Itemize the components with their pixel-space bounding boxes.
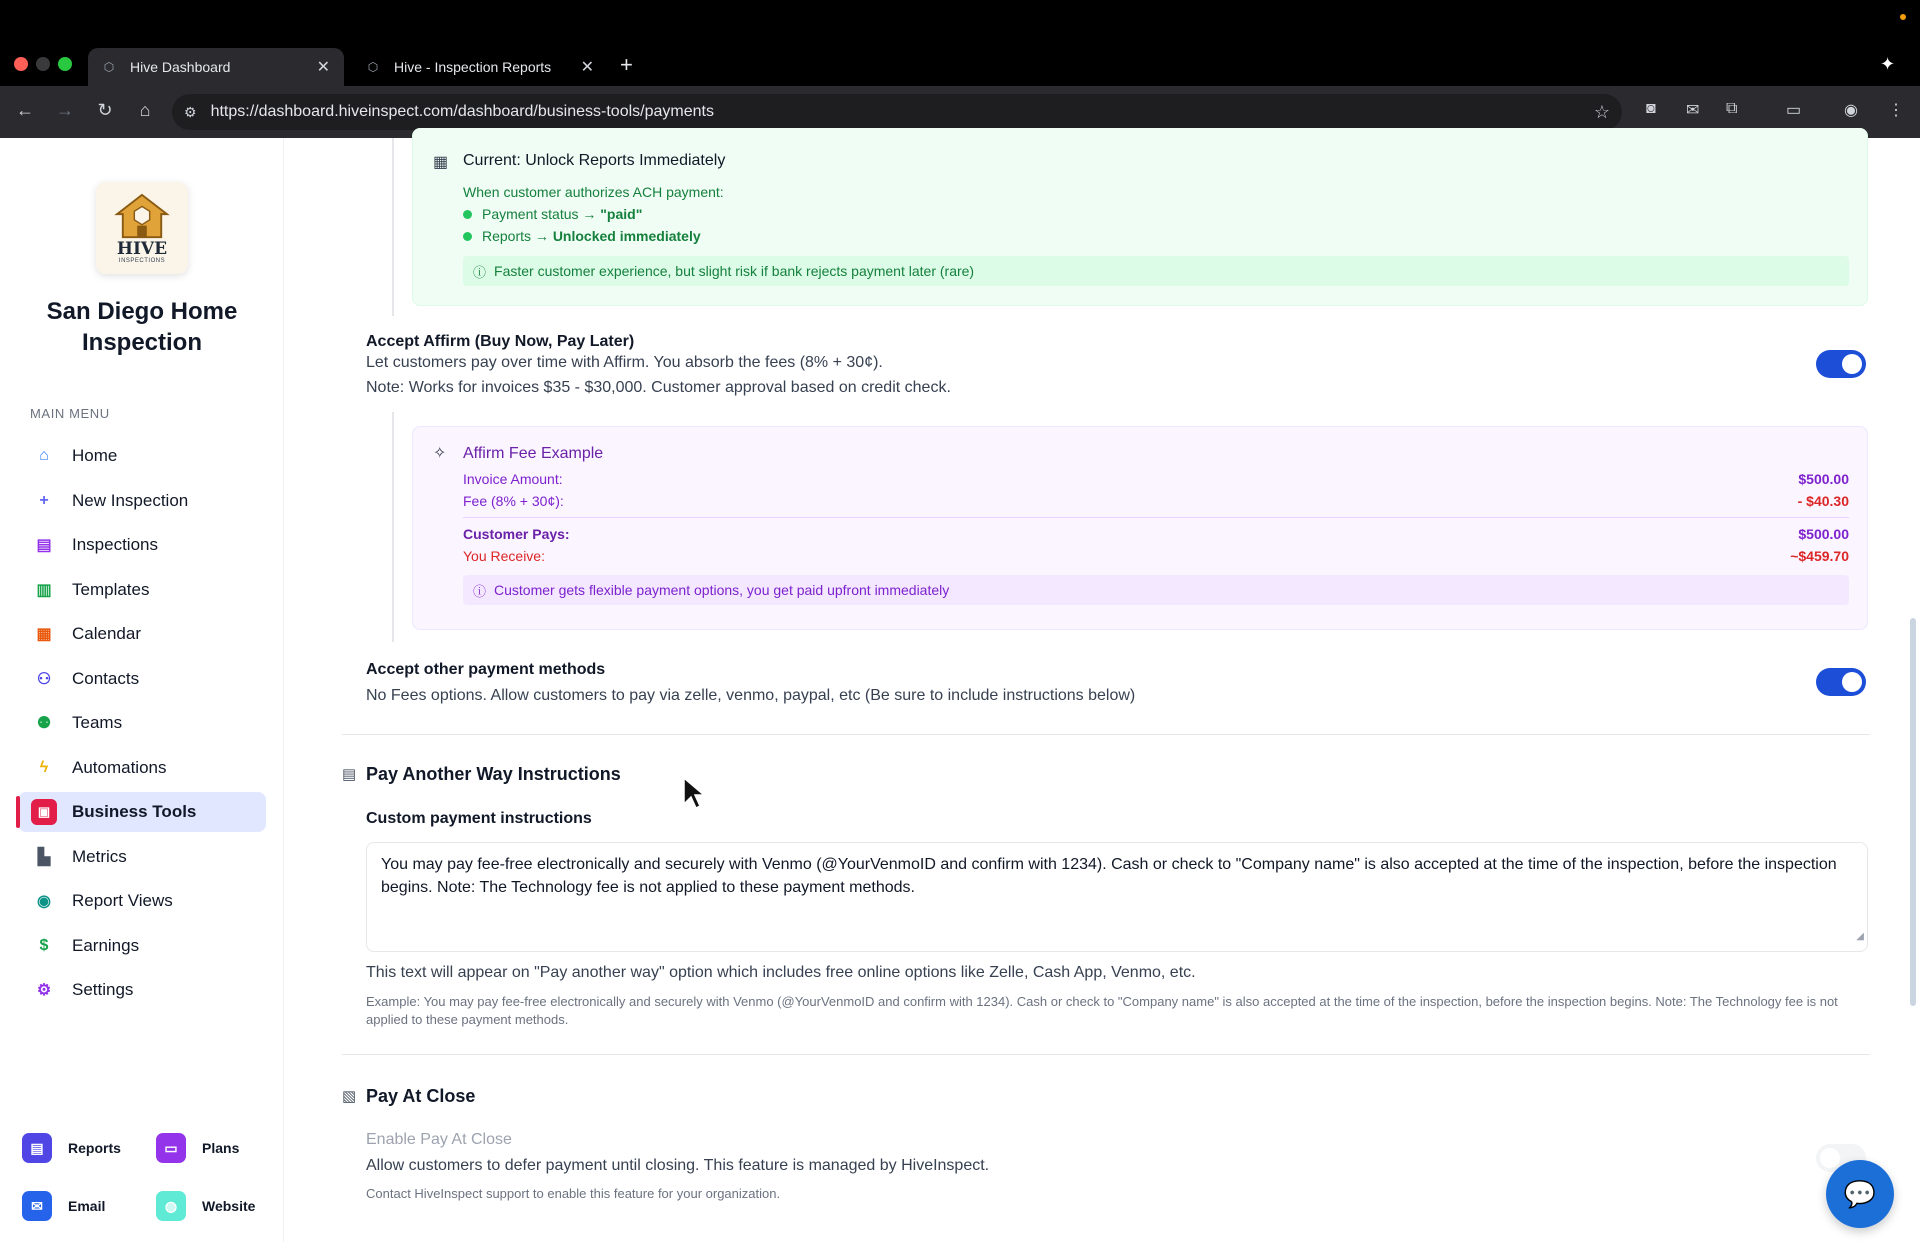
sidebar-item-label: New Inspection — [72, 490, 189, 510]
note-text: Faster customer experience, but slight risk if bank rejects payment later (rare) — [494, 263, 975, 279]
custom-instructions-label: Custom payment instructions — [366, 810, 592, 827]
sidebar-item-label: Templates — [72, 579, 150, 599]
note-text: Customer gets flexible payment options, you get paid upfront immediately — [494, 582, 950, 598]
affirm-example-title: Affirm Fee Example — [463, 445, 604, 462]
fee-label: Fee (8% + 30¢): — [463, 493, 564, 509]
quick-link-label: Reports — [68, 1140, 121, 1156]
document-icon: ▥ — [36, 581, 52, 599]
resize-handle-icon[interactable]: ◢ — [1856, 931, 1864, 942]
sidebar — [0, 138, 284, 1242]
quick-link-plans[interactable] — [156, 1132, 276, 1164]
sidebar-item-teams[interactable] — [18, 703, 266, 743]
sidebar-item-calendar[interactable] — [18, 614, 266, 654]
home-browser-icon[interactable]: ⌂ — [139, 100, 151, 120]
report-icon: ▤ — [22, 1133, 52, 1163]
bullet-prefix: Payment status → — [482, 206, 597, 222]
ach-card-intro: When customer authorizes ACH payment: — [463, 184, 724, 200]
globe-icon: ◍ — [156, 1191, 186, 1221]
notification-dot — [1900, 14, 1906, 20]
section-divider — [342, 1054, 1870, 1055]
extensions-icon[interactable]: ⧉ — [1726, 100, 1738, 117]
bookmark-star-icon[interactable]: ☆ — [1593, 102, 1610, 122]
sidebar-item-label: Earnings — [72, 935, 140, 955]
sidebar-item-new-inspection[interactable] — [18, 481, 266, 521]
back-icon[interactable]: ← — [16, 100, 34, 120]
gear-icon: ⚙ — [36, 982, 52, 999]
bullet-dot — [463, 210, 472, 219]
toggle-knob — [1820, 1148, 1840, 1168]
sidebar-item-label: Metrics — [72, 846, 127, 866]
tab-favicon-icon: ⬡ — [103, 60, 115, 74]
sidebar-item-metrics[interactable] — [18, 837, 266, 877]
site-settings-icon[interactable]: ⚙ — [184, 103, 197, 120]
ach-card-title: Current: Unlock Reports Immediately — [463, 152, 726, 169]
other-methods-toggle[interactable] — [1816, 668, 1866, 696]
tab-title: Hive Dashboard — [130, 59, 231, 75]
other-methods-title: Accept other payment methods — [366, 661, 606, 678]
mouse-cursor-icon — [682, 776, 706, 810]
tab-close-icon[interactable]: ✕ — [580, 59, 594, 76]
new-tab-icon[interactable]: + — [620, 52, 633, 77]
sidebar-item-label: Contacts — [72, 668, 140, 688]
quick-link-website[interactable] — [156, 1190, 276, 1222]
mail-extension-icon[interactable]: ✉ — [1686, 102, 1700, 119]
sidebar-item-label: Teams — [72, 713, 123, 732]
main-content — [284, 138, 1920, 1242]
pay-at-close-desc: Allow customers to defer payment until closing. This feature is managed by HiveInspect. — [366, 1157, 990, 1174]
side-panel-icon[interactable]: ▭ — [1786, 102, 1802, 119]
sidebar-item-label: Automations — [72, 757, 167, 777]
fee-divider — [463, 517, 1849, 518]
briefcase-icon: ▣ — [31, 799, 57, 825]
ach-bullet-reports — [463, 228, 701, 244]
calendar-icon: ▦ — [36, 626, 52, 643]
bullet-dot — [463, 232, 472, 241]
bullet-value: Unlocked immediately — [552, 228, 701, 244]
quick-link-reports[interactable] — [22, 1132, 142, 1164]
sidebar-item-inspections[interactable] — [18, 525, 266, 565]
mail-icon: ✉ — [22, 1191, 52, 1221]
users-icon: ⚇ — [36, 670, 52, 688]
section-divider — [342, 734, 1870, 735]
info-icon: ⓘ — [473, 264, 487, 280]
nested-indicator-line — [392, 138, 394, 316]
affirm-example-note — [463, 575, 1849, 605]
you-receive-value: ~$459.70 — [1790, 548, 1849, 564]
reload-icon[interactable]: ↻ — [97, 100, 113, 120]
tab-close-icon[interactable]: ✕ — [316, 59, 330, 76]
company-name: San Diego Home Inspection — [46, 298, 238, 356]
affirm-setting-desc-1: Let customers pay over time with Affirm. You absorb the fees (8% + 30¢). — [366, 354, 883, 371]
tab-favicon-icon: ⬡ — [367, 60, 379, 74]
logo-text: HIVE — [116, 238, 168, 259]
sparkle-icon[interactable]: ✦ — [1880, 54, 1896, 74]
sidebar-item-label: Report Views — [72, 891, 173, 910]
sidebar-item-label: Calendar — [72, 624, 141, 643]
sidebar-item-contacts[interactable] — [18, 659, 266, 699]
sidebar-item-automations[interactable] — [18, 748, 266, 788]
camera-icon[interactable]: ◙ — [1646, 100, 1656, 117]
bullet-prefix: Reports → — [482, 228, 549, 244]
info-icon: ⓘ — [473, 583, 487, 599]
sidebar-item-templates[interactable] — [18, 570, 266, 610]
toggle-knob — [1842, 354, 1862, 374]
quick-link-label: Website — [202, 1198, 256, 1214]
affirm-setting-title: Accept Affirm (Buy Now, Pay Later) — [366, 333, 635, 350]
chat-support-button[interactable] — [1826, 1160, 1894, 1228]
affirm-toggle[interactable] — [1816, 350, 1866, 378]
sidebar-item-label: Home — [72, 446, 118, 465]
forward-icon[interactable]: → — [56, 100, 74, 120]
customer-pays-value: $500.00 — [1798, 526, 1849, 542]
toggle-knob — [1842, 672, 1862, 692]
customer-pays-label: Customer Pays: — [463, 526, 570, 542]
sidebar-item-label: Settings — [72, 980, 134, 999]
sidebar-item-settings[interactable] — [18, 970, 266, 1010]
affirm-fee-example-card — [412, 426, 1868, 630]
tab-title: Hive - Inspection Reports — [394, 59, 552, 75]
menu-section-label: MAIN MENU — [30, 406, 110, 421]
eye-icon: ◉ — [37, 893, 51, 910]
clipboard-icon: ▤ — [36, 537, 52, 554]
window-close-button[interactable] — [14, 57, 28, 71]
invoice-amount-label: Invoice Amount: — [463, 471, 563, 487]
user-plus-icon: ⚉ — [36, 715, 52, 732]
chat-bubble-icon: 💬 — [1843, 1178, 1877, 1209]
receipt-icon: ▧ — [342, 1088, 357, 1105]
dollar-icon: $ — [39, 936, 49, 954]
browser-menu-icon[interactable]: ⋮ — [1888, 102, 1904, 119]
sparkle-outline-icon: ✧ — [433, 445, 447, 462]
quick-link-label: Plans — [202, 1140, 240, 1156]
enable-pay-at-close-label: Enable Pay At Close — [366, 1131, 512, 1148]
card-icon: ▭ — [156, 1133, 186, 1163]
window-minimize-button[interactable] — [36, 57, 50, 71]
affirm-setting-desc-2: Note: Works for invoices $35 - $30,000. Customer approval based on credit check. — [366, 379, 951, 396]
nested-indicator-line — [392, 412, 394, 642]
sidebar-item-earnings[interactable] — [18, 926, 266, 966]
profile-avatar-icon[interactable]: ◉ — [1844, 102, 1858, 119]
hive-house-icon — [113, 193, 171, 241]
document-outline-icon: ▤ — [342, 766, 357, 783]
sidebar-item-label: Business Tools — [72, 802, 197, 821]
pay-at-close-support: Contact HiveInspect support to enable this feature for your organization. — [366, 1186, 781, 1201]
quick-link-email[interactable] — [22, 1190, 142, 1222]
sidebar-item-label: Inspections — [72, 535, 158, 554]
pay-at-close-title: Pay At Close — [366, 1086, 476, 1106]
browser-chrome — [0, 0, 1920, 138]
invoice-amount-value: $500.00 — [1798, 471, 1849, 487]
quick-link-label: Email — [68, 1198, 106, 1214]
you-receive-label: You Receive: — [463, 548, 545, 564]
page-scrollbar[interactable] — [1910, 618, 1916, 1006]
browser-tab-hive-dashboard[interactable] — [88, 48, 344, 86]
instructions-helper-text: This text will appear on "Pay another way" option which includes free online options like Zelle, Cash App, Venmo, etc. — [366, 964, 1196, 981]
bullet-value: "paid" — [600, 206, 643, 222]
window-maximize-button[interactable] — [58, 57, 72, 71]
custom-instructions-textarea[interactable] — [366, 842, 1868, 952]
instructions-example-text: Example: You may pay fee-free electronically and securely with Venmo (@YourVenmoID and confirm with 1234). Cash or check to "Company name" is also accepted at the time of the inspection, before the inspection begins. Note: The Technology fee is not applied to these payment methods. — [366, 994, 1838, 1027]
bar-chart-icon: ▙ — [37, 848, 51, 866]
textarea-value: You may pay fee-free electronically and securely with Venmo (@YourVenmoID and confirm with 1234). Cash or check to "Company name" is also accepted at the time of the inspection, before the inspection begins. Note: The Technology fee is not applied to these payment methods. — [381, 856, 1837, 896]
ach-card-note — [463, 256, 1849, 286]
address-bar[interactable] — [172, 94, 1622, 130]
ach-bullet-payment-status — [463, 206, 642, 222]
sidebar-item-report-views[interactable] — [18, 881, 266, 921]
building-icon: ▦ — [433, 154, 449, 171]
other-methods-desc: No Fees options. Allow customers to pay via zelle, venmo, paypal, etc (Be sure to include instructions below) — [366, 687, 1136, 704]
browser-tab-inspection-reports[interactable] — [352, 48, 608, 86]
fee-value: - $40.30 — [1797, 493, 1849, 509]
company-logo — [96, 182, 188, 274]
home-icon: ⌂ — [39, 447, 49, 464]
sidebar-item-home[interactable] — [18, 436, 266, 476]
main-menu — [18, 436, 266, 1015]
url-text: https://dashboard.hiveinspect.com/dashboard/business-tools/payments — [210, 103, 714, 120]
logo-subtext: INSPECTIONS — [118, 257, 166, 264]
plus-icon: + — [39, 491, 49, 509]
pay-another-way-title: Pay Another Way Instructions — [366, 764, 621, 784]
ach-unlock-card — [412, 128, 1868, 306]
lightning-icon: ϟ — [39, 758, 49, 776]
sidebar-item-business-tools[interactable] — [18, 792, 266, 832]
